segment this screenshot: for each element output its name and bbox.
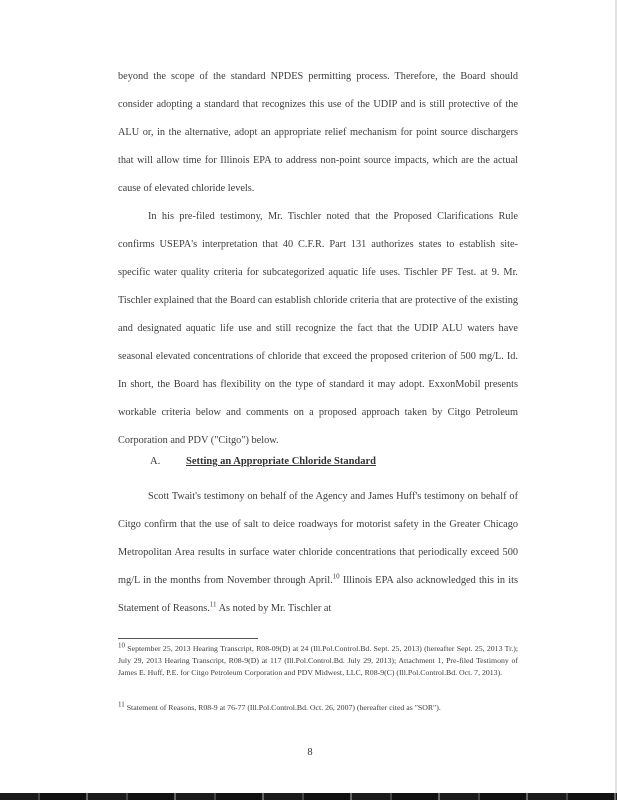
paragraph-3 xyxy=(118,483,518,623)
paragraph-3-part-2: Illinois EPA also acknowledged this in its Statement of Reasons. xyxy=(118,575,519,614)
scan-bottom-artifact xyxy=(0,793,617,800)
paragraph-2: In his pre-filed testimony, Mr. Tischler noted that the Proposed Clarifications Rule confirms USEPA's interpretation that 40 C.F.R. Part 131 authorizes states to establish site-specific water quality criteria for subcategorized aquatic life uses. Tischler PF Test. at 9. Mr. Tischler explained that the Board can establish chloride criteria that are protective of the existing and designated aquatic life use and still recognize the fact that the UDIP ALU waters have seasonal elevated concentrations of chloride that exceed the proposed criterion of 500 mg/L. Id. In short, the Board has flexibility on the type of standard it may adopt. ExxonMobil presents workable criteria below and comments on a proposed approach taken by Citgo Petroleum Corporation and PDV ("Citgo") below. xyxy=(118,211,518,446)
section-letter: A. xyxy=(150,456,161,467)
section-title: Setting an Appropriate Chloride Standard xyxy=(186,456,376,467)
footnote-divider xyxy=(118,638,258,639)
page-number: 8 xyxy=(307,747,313,758)
footnote-ref-10: 10 xyxy=(332,572,340,581)
paragraph-3-part-3: As noted by Mr. Tischler at xyxy=(218,603,332,614)
footnote-11-number: 11 xyxy=(118,700,125,709)
footnote-ref-11: 11 xyxy=(209,600,217,609)
footnote-11-text: Statement of Reasons, R08-9 at 76-77 (Ill.Pol.Control.Bd. Oct. 26, 2007) (hereafter cited as "SOR"). xyxy=(126,703,441,712)
footnote-10-text: September 25, 2013 Hearing Transcript, R08-09(D) at 24 (Ill.Pol.Control.Bd. Sept. 25, 2013) (hereafter Sept. 25, 2013 Tr.); July 29, 2013 Hearing Transcript, R08-9(D) at 117 (Ill.Pol.Control.Bd. July 29, 2013); Attachment 1, Pre-filed Testimony of James E. Huff, P.E. for Citgo Petroleum Corporation and PDV Midwest, LLC, R08-9(C) (Ill.Pol.Control.Bd. Oct. 7, 2013). xyxy=(118,644,518,677)
paragraph-1: beyond the scope of the standard NPDES permitting process. Therefore, the Board should consider adopting a standard that recognizes this use of the UDIP and is still protective of the ALU or, in the alternative, adopt an appropriate relief mechanism for point source dischargers that will allow time for Illinois EPA to address non-point source impacts, which are the actual cause of elevated chloride levels. xyxy=(118,71,518,194)
footnote-11 xyxy=(118,702,518,714)
section-heading xyxy=(150,456,376,467)
paragraph-3-part-1: Scott Twait's testimony on behalf of the Agency and James Huff's testimony on behalf of Citgo confirm that the use of salt to deice roadways for motorist safety in the Greater Chicago Metropolitan Area results in surface water chloride concentrations that periodically exceed 500 mg/L in the months from November through April. xyxy=(118,491,518,586)
footnote-10 xyxy=(118,643,518,679)
footnote-10-number: 10 xyxy=(118,641,125,650)
